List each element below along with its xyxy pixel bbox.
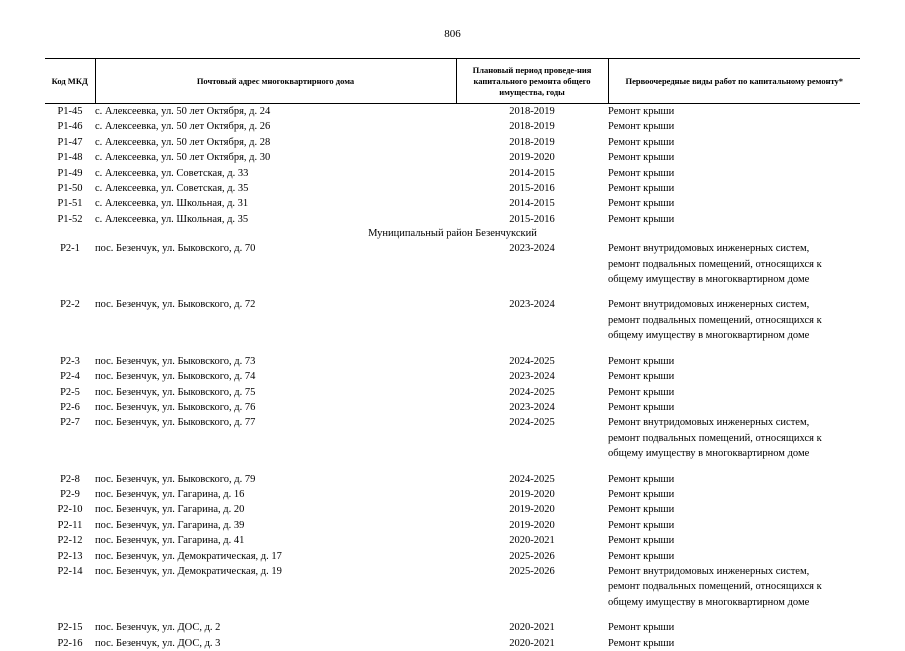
cell-period: 2015-2016: [456, 181, 608, 196]
cell-address: с. Алексеевка, ул. 50 лет Октября, д. 26: [95, 119, 456, 134]
works-line: Ремонт крыши: [608, 533, 860, 548]
cell-period: 2019-2020: [456, 487, 608, 502]
cell-address: пос. Безенчук, ул. Гагарина, д. 20: [95, 502, 456, 517]
cell-code: Р2-5: [45, 385, 95, 400]
cell-period: 2020-2021: [456, 533, 608, 548]
table-row: [45, 415, 860, 461]
cell-code: Р1-50: [45, 181, 95, 196]
cell-period: 2019-2020: [456, 502, 608, 517]
header-period: Плановый период проведе-ния капитального ремонта общего имущества, годы: [456, 59, 608, 104]
cell-code: Р2-13: [45, 549, 95, 564]
works-line: Ремонт крыши: [608, 472, 860, 487]
cell-address: с. Алексеевка, ул. Советская, д. 33: [95, 166, 456, 181]
cell-period: 2025-2026: [456, 564, 608, 610]
table-row: [45, 472, 860, 487]
cell-works: [608, 564, 860, 610]
cell-address: пос. Безенчук, ул. Быковского, д. 75: [95, 385, 456, 400]
cell-period: 2024-2025: [456, 415, 608, 461]
cell-code: Р2-3: [45, 354, 95, 369]
cell-code: Р2-14: [45, 564, 95, 610]
works-line: Ремонт внутридомовых инженерных систем,: [608, 297, 860, 312]
header-address: Почтовый адрес многоквартирного дома: [95, 59, 456, 104]
cell-period: 2023-2024: [456, 369, 608, 384]
table-row: [45, 181, 860, 196]
cell-works: [608, 135, 860, 150]
works-line: Ремонт крыши: [608, 354, 860, 369]
cell-works: [608, 196, 860, 211]
cell-period: 2020-2021: [456, 620, 608, 635]
cell-works: [608, 241, 860, 287]
cell-works: [608, 104, 860, 120]
cell-address: пос. Безенчук, ул. ДОС, д. 3: [95, 636, 456, 651]
cell-period: 2019-2020: [456, 518, 608, 533]
table-row: [45, 549, 860, 564]
cell-code: Р2-4: [45, 369, 95, 384]
works-line: общему имуществу в многоквартирном доме: [608, 328, 860, 343]
cell-address: пос. Безенчук, ул. Быковского, д. 70: [95, 241, 456, 287]
works-line: Ремонт крыши: [608, 400, 860, 415]
works-line: Ремонт крыши: [608, 502, 860, 517]
cell-code: Р2-11: [45, 518, 95, 533]
cell-period: 2023-2024: [456, 297, 608, 343]
cell-address: пос. Безенчук, ул. ДОС, д. 2: [95, 620, 456, 635]
cell-code: Р2-6: [45, 400, 95, 415]
cell-address: с. Алексеевка, ул. Советская, д. 35: [95, 181, 456, 196]
table-header: [45, 59, 860, 104]
cell-address: пос. Безенчук, ул. Быковского, д. 74: [95, 369, 456, 384]
cell-code: Р1-47: [45, 135, 95, 150]
cell-works: [608, 369, 860, 384]
row-spacer: [45, 287, 860, 297]
works-line: ремонт подвальных помещений, относящихся к: [608, 313, 860, 328]
table-row: [45, 166, 860, 181]
cell-address: пос. Безенчук, ул. Быковского, д. 79: [95, 472, 456, 487]
header-code: Код МКД: [45, 59, 95, 104]
cell-address: пос. Безенчук, ул. Демократическая, д. 19: [95, 564, 456, 610]
cell-period: 2014-2015: [456, 196, 608, 211]
table-row: [45, 385, 860, 400]
table-row: [45, 620, 860, 635]
works-line: Ремонт крыши: [608, 212, 860, 227]
table-row: [45, 196, 860, 211]
table-row: [45, 150, 860, 165]
page-number: 806: [0, 28, 905, 40]
cell-code: Р1-46: [45, 119, 95, 134]
works-line: Ремонт крыши: [608, 636, 860, 651]
cell-code: Р2-7: [45, 415, 95, 461]
table-row: [45, 400, 860, 415]
cell-works: [608, 518, 860, 533]
works-line: Ремонт крыши: [608, 487, 860, 502]
works-line: Ремонт внутридомовых инженерных систем,: [608, 415, 860, 430]
cell-address: пос. Безенчук, ул. Гагарина, д. 39: [95, 518, 456, 533]
cell-address: с. Алексеевка, ул. 50 лет Октября, д. 30: [95, 150, 456, 165]
works-line: общему имуществу в многоквартирном доме: [608, 595, 860, 610]
works-line: Ремонт внутридомовых инженерных систем,: [608, 241, 860, 256]
works-line: Ремонт крыши: [608, 135, 860, 150]
cell-address: пос. Безенчук, ул. Быковского, д. 72: [95, 297, 456, 343]
cell-period: 2025-2026: [456, 549, 608, 564]
table-row: [45, 104, 860, 120]
table-row: [45, 212, 860, 227]
cell-code: Р2-15: [45, 620, 95, 635]
works-line: Ремонт крыши: [608, 104, 860, 119]
works-line: Ремонт крыши: [608, 369, 860, 384]
works-line: Ремонт крыши: [608, 518, 860, 533]
cell-period: 2023-2024: [456, 400, 608, 415]
cell-address: пос. Безенчук, ул. Быковского, д. 77: [95, 415, 456, 461]
cell-code: Р2-12: [45, 533, 95, 548]
cell-period: 2024-2025: [456, 354, 608, 369]
table-row: [45, 636, 860, 651]
cell-code: Р1-45: [45, 104, 95, 120]
cell-works: [608, 181, 860, 196]
cell-code: Р2-8: [45, 472, 95, 487]
cell-code: Р2-1: [45, 241, 95, 287]
row-spacer: [45, 462, 860, 472]
cell-address: пос. Безенчук, ул. Быковского, д. 73: [95, 354, 456, 369]
table-row: [45, 135, 860, 150]
cell-works: [608, 502, 860, 517]
cell-works: [608, 549, 860, 564]
works-line: общему имуществу в многоквартирном доме: [608, 272, 860, 287]
cell-address: с. Алексеевка, ул. 50 лет Октября, д. 24: [95, 104, 456, 120]
cell-period: 2015-2016: [456, 212, 608, 227]
cell-works: [608, 385, 860, 400]
cell-period: 2018-2019: [456, 104, 608, 120]
table-row: [45, 297, 860, 343]
works-line: ремонт подвальных помещений, относящихся к: [608, 579, 860, 594]
row-spacer: [45, 610, 860, 620]
cell-code: Р1-49: [45, 166, 95, 181]
cell-works: [608, 533, 860, 548]
cell-code: Р1-51: [45, 196, 95, 211]
cell-period: 2019-2020: [456, 150, 608, 165]
row-spacer: [45, 344, 860, 354]
table-row: [45, 241, 860, 287]
table-row: [45, 518, 860, 533]
cell-works: [608, 354, 860, 369]
cell-address: пос. Безенчук, ул. Гагарина, д. 16: [95, 487, 456, 502]
cell-works: [608, 400, 860, 415]
table-row: [45, 354, 860, 369]
cell-works: [608, 620, 860, 635]
works-line: Ремонт крыши: [608, 119, 860, 134]
repair-schedule-table: [45, 58, 860, 651]
cell-address: с. Алексеевка, ул. 50 лет Октября, д. 28: [95, 135, 456, 150]
cell-code: Р1-48: [45, 150, 95, 165]
table-row: [45, 533, 860, 548]
works-line: Ремонт крыши: [608, 196, 860, 211]
works-line: Ремонт внутридомовых инженерных систем,: [608, 564, 860, 579]
table-row: [45, 369, 860, 384]
cell-period: 2014-2015: [456, 166, 608, 181]
works-line: Ремонт крыши: [608, 150, 860, 165]
table-row: [45, 502, 860, 517]
cell-code: Р1-52: [45, 212, 95, 227]
section-row: [45, 227, 860, 241]
works-line: ремонт подвальных помещений, относящихся к: [608, 431, 860, 446]
cell-works: [608, 415, 860, 461]
cell-period: 2023-2024: [456, 241, 608, 287]
cell-address: пос. Безенчук, ул. Гагарина, д. 41: [95, 533, 456, 548]
section-title: Муниципальный район Безенчукский: [45, 227, 860, 241]
cell-works: [608, 166, 860, 181]
table-row: [45, 564, 860, 610]
cell-code: Р2-9: [45, 487, 95, 502]
cell-period: 2024-2025: [456, 385, 608, 400]
works-line: Ремонт крыши: [608, 181, 860, 196]
cell-address: пос. Безенчук, ул. Быковского, д. 76: [95, 400, 456, 415]
cell-works: [608, 212, 860, 227]
cell-works: [608, 487, 860, 502]
cell-works: [608, 119, 860, 134]
cell-works: [608, 472, 860, 487]
cell-period: 2024-2025: [456, 472, 608, 487]
cell-works: [608, 297, 860, 343]
works-line: Ремонт крыши: [608, 166, 860, 181]
cell-address: пос. Безенчук, ул. Демократическая, д. 17: [95, 549, 456, 564]
works-line: Ремонт крыши: [608, 620, 860, 635]
cell-period: 2018-2019: [456, 135, 608, 150]
cell-code: Р2-16: [45, 636, 95, 651]
works-line: Ремонт крыши: [608, 385, 860, 400]
cell-works: [608, 150, 860, 165]
table-row: [45, 487, 860, 502]
header-works: Первоочередные виды работ по капитальному ремонту*: [608, 59, 860, 104]
works-line: ремонт подвальных помещений, относящихся к: [608, 257, 860, 272]
table-row: [45, 119, 860, 134]
table-body: [45, 104, 860, 651]
cell-code: Р2-2: [45, 297, 95, 343]
works-line: общему имуществу в многоквартирном доме: [608, 446, 860, 461]
works-line: Ремонт крыши: [608, 549, 860, 564]
cell-period: 2018-2019: [456, 119, 608, 134]
cell-period: 2020-2021: [456, 636, 608, 651]
cell-works: [608, 636, 860, 651]
cell-address: с. Алексеевка, ул. Школьная, д. 31: [95, 196, 456, 211]
cell-address: с. Алексеевка, ул. Школьная, д. 35: [95, 212, 456, 227]
cell-code: Р2-10: [45, 502, 95, 517]
